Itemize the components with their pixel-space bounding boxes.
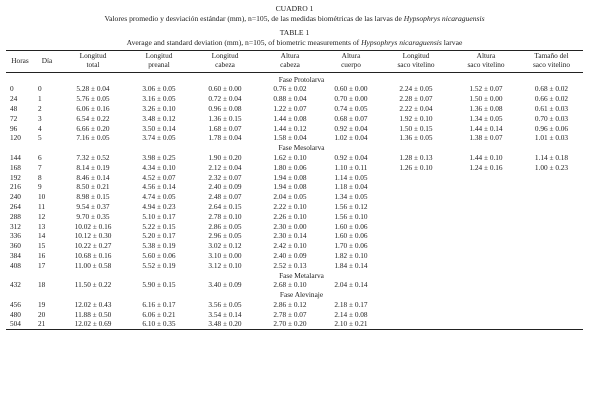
table-cell: 5.38 ± 0.19 — [142, 241, 176, 251]
column-header: Altura cuerpo — [341, 51, 361, 69]
column-header: Longitud total — [79, 51, 107, 69]
table-row — [6, 202, 583, 212]
phase-row — [6, 290, 583, 300]
table-cell: 1.34 ± 0.05 — [469, 113, 503, 123]
table-cell: 12 — [38, 211, 46, 221]
table-cell: 48 — [10, 103, 18, 113]
table-cell: 6.10 ± 0.35 — [126, 319, 192, 329]
table-cell: 2.64 ± 0.15 — [208, 201, 242, 211]
table-row — [6, 124, 583, 134]
table-cell: 216 — [10, 182, 21, 192]
table-cell — [452, 231, 520, 241]
table-cell: 2.10 ± 0.21 — [322, 319, 380, 329]
table-cell: 0.68 ± 0.07 — [334, 113, 368, 123]
table-cell — [520, 192, 583, 202]
table-cell: 5.90 ± 0.15 — [142, 280, 176, 290]
table-cell: 4.52 ± 0.07 — [142, 172, 176, 182]
table-cell: 1.14 ± 0.18 — [534, 152, 569, 162]
table-row — [6, 84, 583, 94]
table-cell: 7 — [38, 162, 42, 172]
table-cell: 2.78 ± 0.07 — [273, 309, 307, 319]
table-cell: 2.68 ± 0.10 — [273, 280, 307, 290]
table-header-row — [6, 51, 583, 72]
table-cell: 15 — [38, 241, 46, 251]
table-cell: 0.70 ± 0.00 — [334, 94, 368, 104]
table-cell: 8.50 ± 0.21 — [76, 182, 110, 192]
table-cell: 264 — [10, 201, 21, 211]
table-cell: 1.22 ± 0.07 — [273, 103, 307, 113]
table-cell: 3.50 ± 0.14 — [142, 123, 176, 133]
table-cell — [520, 241, 583, 251]
phase-row — [6, 143, 583, 153]
table-cell: 10.02 ± 0.16 — [74, 221, 112, 231]
table-row — [6, 280, 583, 290]
table-cell: 1.02 ± 0.04 — [334, 133, 368, 143]
caption-es-label: CUADRO 1 — [275, 4, 314, 13]
column-header: Longitud preanal — [145, 51, 173, 69]
table-cell — [520, 182, 583, 192]
table-cell: 9.70 ± 0.35 — [76, 211, 110, 221]
table-cell — [452, 319, 520, 329]
table-cell — [380, 280, 452, 290]
table-cell: 0.96 ± 0.06 — [534, 123, 569, 133]
table-cell: 2.12 ± 0.04 — [208, 162, 242, 172]
table-cell: 1.94 ± 0.08 — [273, 182, 307, 192]
table-row — [6, 173, 583, 183]
column-header: Longitud saco vitelino — [397, 51, 435, 69]
table-cell: 288 — [10, 211, 21, 221]
table-cell: 8 — [38, 172, 42, 182]
table-cell: 1.24 ± 0.16 — [469, 162, 503, 172]
table-row — [6, 310, 583, 320]
table-cell — [380, 202, 452, 212]
table-cell — [520, 173, 583, 183]
table-cell: 6.66 ± 0.20 — [76, 123, 110, 133]
table-cell: 7.32 ± 0.52 — [76, 152, 110, 162]
table-row — [6, 212, 583, 222]
table-cell: 0.72 ± 0.04 — [208, 94, 242, 104]
table-cell: 4 — [38, 123, 42, 133]
phase-label: Fase Metalarva — [279, 270, 324, 280]
table-row — [6, 182, 583, 192]
table-cell: 240 — [10, 192, 21, 202]
column-header: Altura saco vitelino — [467, 51, 505, 69]
table-cell: 12.02 ± 0.43 — [74, 299, 112, 309]
table-cell: 5 — [38, 133, 42, 143]
table-cell: 0.61 ± 0.03 — [534, 103, 569, 113]
table-cell: 5.22 ± 0.15 — [142, 221, 176, 231]
table-cell: 2.86 ± 0.05 — [208, 221, 242, 231]
table-cell: 18 — [38, 280, 46, 290]
table-cell: 336 — [10, 231, 21, 241]
table-row — [6, 319, 583, 329]
table-cell: 3.16 ± 0.05 — [142, 94, 176, 104]
table-cell — [380, 222, 452, 232]
table-cell: 3.26 ± 0.10 — [142, 103, 176, 113]
table-cell: 0.92 ± 0.04 — [334, 123, 368, 133]
table-cell: 1.50 ± 0.00 — [469, 94, 503, 104]
table-cell: 1.44 ± 0.14 — [469, 123, 503, 133]
caption — [6, 4, 583, 47]
column-header: Tamaño del saco vitelino — [532, 51, 571, 69]
table-cell: 20 — [38, 309, 46, 319]
table-cell: 2 — [38, 103, 42, 113]
table-row — [6, 104, 583, 114]
table-cell — [520, 212, 583, 222]
table-cell — [452, 173, 520, 183]
table-cell: 1.26 ± 0.10 — [399, 162, 433, 172]
table-cell: 1.58 ± 0.04 — [273, 133, 307, 143]
table-cell: 3.48 ± 0.20 — [192, 319, 258, 329]
table-cell: 14 — [38, 231, 46, 241]
table-cell: 6.54 ± 0.22 — [76, 113, 110, 123]
table-cell — [452, 222, 520, 232]
table-cell: 5.76 ± 0.05 — [76, 94, 110, 104]
table-cell: 8.98 ± 0.15 — [76, 192, 110, 202]
table-cell: 1.60 ± 0.06 — [334, 231, 368, 241]
table-cell: 11 — [38, 201, 46, 211]
column-header: Longitud cabeza — [211, 51, 239, 69]
phase-row — [6, 72, 583, 84]
table-cell: 8.14 ± 0.19 — [76, 162, 110, 172]
table-cell — [520, 319, 583, 329]
table-cell — [520, 261, 583, 271]
table-cell: 5.20 ± 0.17 — [142, 231, 176, 241]
table-cell: 0.68 ± 0.02 — [534, 84, 569, 94]
table-cell: 480 — [10, 309, 21, 319]
table-cell — [520, 310, 583, 320]
table-cell: 0 — [10, 84, 14, 94]
table-cell: 5.52 ± 0.19 — [142, 260, 176, 270]
table-cell: 6.16 ± 0.17 — [142, 299, 176, 309]
table-cell: 2.04 ± 0.14 — [334, 280, 368, 290]
table-cell: 2.14 ± 0.08 — [334, 309, 368, 319]
table-cell: 4.74 ± 0.05 — [142, 192, 176, 202]
table-cell: 1.70 ± 0.06 — [334, 241, 368, 251]
table-cell: 1 — [38, 94, 42, 104]
table-cell — [380, 212, 452, 222]
table-cell — [452, 310, 520, 320]
table-row — [6, 163, 583, 173]
table-cell: 2.32 ± 0.07 — [208, 172, 242, 182]
table-cell: 7.16 ± 0.05 — [76, 133, 110, 143]
table-cell: 2.30 ± 0.14 — [273, 231, 307, 241]
table-cell — [520, 222, 583, 232]
table-row — [6, 300, 583, 310]
table-cell — [380, 182, 452, 192]
phase-label: Fase Protolarva — [278, 74, 325, 84]
table-cell: 13 — [38, 221, 46, 231]
table-cell: 16 — [38, 250, 46, 260]
table-cell: 6.06 ± 0.21 — [142, 309, 176, 319]
table-cell: 1.44 ± 0.08 — [273, 113, 307, 123]
table-cell: 1.34 ± 0.05 — [334, 192, 368, 202]
table-cell: 2.28 ± 0.07 — [399, 94, 433, 104]
table-cell: 1.90 ± 0.20 — [208, 152, 242, 162]
table-cell: 0 — [38, 84, 42, 94]
table-cell — [380, 310, 452, 320]
table-cell: 1.44 ± 0.12 — [273, 123, 307, 133]
table-cell: 17 — [38, 260, 46, 270]
table-cell — [380, 192, 452, 202]
table-cell: 3.74 ± 0.05 — [142, 133, 176, 143]
caption-es-species: Hypsophrys nicaraguensis — [403, 13, 485, 23]
table-cell — [452, 251, 520, 261]
table-cell: 2.78 ± 0.10 — [208, 211, 242, 221]
table-cell: 1.18 ± 0.04 — [334, 182, 368, 192]
table-cell: 0.74 ± 0.05 — [334, 103, 368, 113]
table-cell: 11.88 ± 0.50 — [74, 309, 112, 319]
table-cell: 1.10 ± 0.11 — [334, 162, 368, 172]
table-body — [6, 72, 583, 330]
table-cell — [380, 261, 452, 271]
table-cell: 3.98 ± 0.25 — [142, 152, 176, 162]
table-cell: 2.22 ± 0.10 — [273, 201, 307, 211]
table-cell: 1.84 ± 0.14 — [334, 260, 368, 270]
table-cell — [452, 300, 520, 310]
table-cell — [452, 241, 520, 251]
caption-en-label: TABLE 1 — [279, 28, 310, 38]
phase-label: Fase Alevinaje — [279, 290, 324, 300]
table-cell: 0.88 ± 0.04 — [273, 94, 307, 104]
table-cell: 0.66 ± 0.02 — [534, 94, 569, 104]
table-cell: 1.94 ± 0.08 — [273, 172, 307, 182]
table-row — [6, 251, 583, 261]
table-cell — [520, 280, 583, 290]
table-row — [6, 192, 583, 202]
table-cell: 2.26 ± 0.10 — [273, 211, 307, 221]
table-cell: 120 — [10, 133, 21, 143]
table-cell — [380, 241, 452, 251]
table-cell: 0.92 ± 0.04 — [334, 152, 368, 162]
table-cell: 1.44 ± 0.10 — [469, 152, 503, 162]
table-cell: 312 — [10, 221, 21, 231]
table-cell: 2.30 ± 0.00 — [273, 221, 307, 231]
table-cell: 384 — [10, 250, 21, 260]
table-cell: 360 — [10, 241, 21, 251]
table-cell: 11.00 ± 0.58 — [74, 260, 112, 270]
table-cell: 1.56 ± 0.10 — [334, 211, 368, 221]
table-cell: 0.60 ± 0.00 — [208, 84, 242, 94]
table-row — [6, 261, 583, 271]
table-cell: 3.54 ± 0.14 — [208, 309, 242, 319]
table-cell: 1.00 ± 0.23 — [534, 162, 569, 172]
column-header: Altura cabeza — [280, 51, 300, 69]
table-cell: 3 — [38, 113, 42, 123]
table-cell: 2.04 ± 0.05 — [273, 192, 307, 202]
table-cell: 504 — [6, 319, 34, 329]
column-header: Día — [41, 55, 53, 65]
table-cell — [380, 319, 452, 329]
table-cell: 10 — [38, 192, 46, 202]
column-header: Horas — [11, 55, 29, 65]
table-cell: 0.60 ± 0.00 — [334, 84, 368, 94]
table-cell: 408 — [10, 260, 21, 270]
table-cell — [520, 251, 583, 261]
table-cell: 11.50 ± 0.22 — [74, 280, 112, 290]
table-cell: 1.36 ± 0.08 — [469, 103, 503, 113]
table-cell — [452, 192, 520, 202]
table-cell: 9.54 ± 0.37 — [76, 201, 110, 211]
table-row — [6, 133, 583, 143]
caption-en-text: Average and standard deviation (mm), n=105, of biometric measurements of Hypsophrys nicaraguensis larvae — [126, 37, 463, 47]
table-cell: 3.12 ± 0.10 — [208, 260, 242, 270]
table-cell — [380, 300, 452, 310]
table-cell: 0.76 ± 0.02 — [273, 84, 307, 94]
table-row — [6, 114, 583, 124]
table-cell: 1.78 ± 0.04 — [208, 133, 242, 143]
table-cell: 3.48 ± 0.12 — [142, 113, 176, 123]
table-cell: 1.36 ± 0.05 — [399, 133, 433, 143]
table-row — [6, 231, 583, 241]
table-cell: 456 — [10, 299, 21, 309]
table-cell — [452, 261, 520, 271]
table-cell — [452, 202, 520, 212]
table-cell: 10.12 ± 0.30 — [74, 231, 112, 241]
table-cell: 2.96 ± 0.05 — [208, 231, 242, 241]
table-row — [6, 222, 583, 232]
table-cell: 1.38 ± 0.07 — [469, 133, 503, 143]
table-cell: 1.56 ± 0.12 — [334, 201, 368, 211]
table-cell: 2.24 ± 0.05 — [399, 84, 433, 94]
table-cell — [452, 280, 520, 290]
table-cell — [520, 202, 583, 212]
table-cell: 2.86 ± 0.12 — [273, 299, 307, 309]
table-cell — [380, 251, 452, 261]
table-row — [6, 94, 583, 104]
table-row — [6, 241, 583, 251]
table-cell: 2.40 ± 0.09 — [273, 250, 307, 260]
table-cell: 19 — [38, 299, 46, 309]
table-cell: 4.56 ± 0.14 — [142, 182, 176, 192]
table-cell: 1.14 ± 0.05 — [334, 172, 368, 182]
table-cell: 3.06 ± 0.05 — [142, 84, 176, 94]
table-cell: 4.94 ± 0.23 — [142, 201, 176, 211]
table-cell: 1.36 ± 0.15 — [208, 113, 242, 123]
table-cell — [380, 173, 452, 183]
table-cell: 72 — [10, 113, 18, 123]
table-cell: 10.68 ± 0.16 — [74, 250, 112, 260]
table-cell: 3.40 ± 0.09 — [208, 280, 242, 290]
table-cell: 12.02 ± 0.69 — [60, 319, 126, 329]
phase-label: Fase Mesolarva — [278, 143, 325, 153]
table-cell: 1.80 ± 0.06 — [273, 162, 307, 172]
table-cell: 3.10 ± 0.00 — [208, 250, 242, 260]
table-cell: 1.60 ± 0.06 — [334, 221, 368, 231]
table-cell: 1.92 ± 0.10 — [399, 113, 433, 123]
table-cell: 2.52 ± 0.13 — [273, 260, 307, 270]
table-cell: 0.70 ± 0.03 — [534, 113, 569, 123]
table-cell: 2.40 ± 0.09 — [208, 182, 242, 192]
table-cell: 1.50 ± 0.15 — [399, 123, 433, 133]
table-cell: 1.28 ± 0.13 — [399, 152, 433, 162]
table-cell: 2.42 ± 0.10 — [273, 241, 307, 251]
table-row — [6, 153, 583, 163]
table-cell: 1.01 ± 0.03 — [534, 133, 569, 143]
table-cell: 1.62 ± 0.10 — [273, 152, 307, 162]
table-cell — [452, 182, 520, 192]
table-cell: 6.06 ± 0.16 — [76, 103, 110, 113]
table-cell: 0.96 ± 0.08 — [208, 103, 242, 113]
table-cell: 1.82 ± 0.10 — [334, 250, 368, 260]
table-cell — [520, 300, 583, 310]
table-cell: 2.70 ± 0.20 — [258, 319, 322, 329]
table-cell: 6 — [38, 152, 42, 162]
table-cell: 2.48 ± 0.07 — [208, 192, 242, 202]
table-cell: 5.10 ± 0.17 — [142, 211, 176, 221]
caption-es-text: Valores promedio y desviación estándar (mm), n=105, de las medidas biométricas de las larvas de Hypsophrys nicaraguensis — [104, 13, 485, 23]
table-cell: 3.02 ± 0.12 — [208, 241, 242, 251]
table-cell: 2.18 ± 0.17 — [334, 299, 368, 309]
table-cell: 5.28 ± 0.04 — [76, 84, 110, 94]
table-cell — [380, 231, 452, 241]
table-cell: 168 — [10, 162, 21, 172]
table-cell — [520, 231, 583, 241]
phase-row — [6, 271, 583, 281]
table-cell: 4.34 ± 0.10 — [142, 162, 176, 172]
biometric-table — [6, 50, 583, 330]
table-cell: 1.52 ± 0.07 — [469, 84, 503, 94]
table-cell: 432 — [10, 280, 21, 290]
table-cell — [452, 212, 520, 222]
table-cell: 3.56 ± 0.05 — [208, 299, 242, 309]
table-cell: 8.46 ± 0.14 — [76, 172, 110, 182]
table-cell: 96 — [10, 123, 18, 133]
table-cell: 144 — [10, 152, 21, 162]
table-cell: 2.22 ± 0.04 — [399, 103, 433, 113]
table-cell: 192 — [10, 172, 21, 182]
table-cell: 10.22 ± 0.27 — [74, 241, 112, 251]
table-cell: 9 — [38, 182, 42, 192]
table-cell: 5.60 ± 0.06 — [142, 250, 176, 260]
caption-en-species: Hypsophrys nicaraguensis — [361, 37, 442, 47]
table-cell: 24 — [10, 94, 18, 104]
table-cell: 1.68 ± 0.07 — [208, 123, 242, 133]
table-cell: 21 — [34, 319, 60, 329]
